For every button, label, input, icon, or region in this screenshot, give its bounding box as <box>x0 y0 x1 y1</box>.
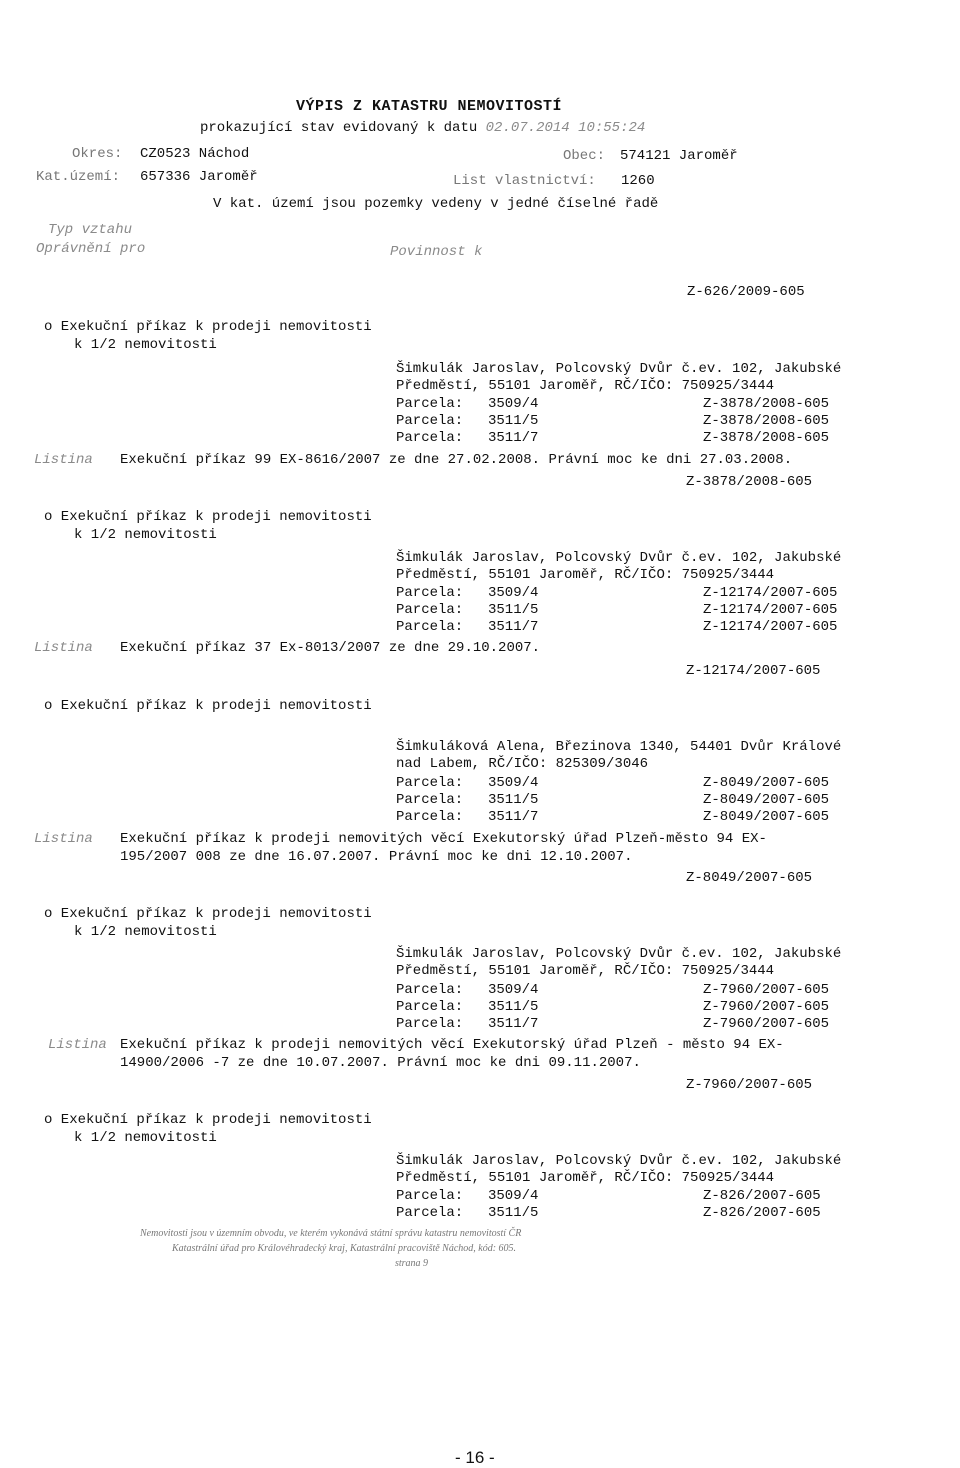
listina-text: Exekuční příkaz 99 EX-8616/2007 ze dne 27.02.2008. Právní moc ke dni 27.03.2008. <box>120 452 793 468</box>
parcel-reference: Z-826/2007-605 <box>703 1188 821 1204</box>
parcel-reference: Z-3878/2008-605 <box>703 413 830 429</box>
parcel-number: 3509/4 <box>488 775 539 791</box>
parcel-reference: Z-12174/2007-605 <box>703 585 838 601</box>
owner-line-2: Předměstí, 55101 Jaroměř, RČ/IČO: 750925/3444 <box>396 963 775 979</box>
owner-line-1: Šimkulák Jaroslav, Polcovský Dvůr č.ev. 102, Jakubské <box>396 946 842 962</box>
parcel-number: 3511/5 <box>488 602 539 618</box>
parcel-label: Parcela: <box>396 602 464 618</box>
owner-line-1: Šimkulák Jaroslav, Polcovský Dvůr č.ev. 102, Jakubské <box>396 1153 842 1169</box>
owner-line-1: Šimkuláková Alena, Březinova 1340, 54401 Dvůr Králové <box>396 739 842 755</box>
entry-share: k 1/2 nemovitosti <box>74 527 217 543</box>
page-number: - 16 - <box>455 1448 495 1467</box>
katuzemi-value: 657336 Jaroměř <box>140 169 258 185</box>
parcel-number: 3509/4 <box>488 1188 539 1204</box>
parcel-label: Parcela: <box>396 982 464 998</box>
povinnost-k: Povinnost k <box>390 244 483 260</box>
owner-line-2: Předměstí, 55101 Jaroměř, RČ/IČO: 750925/3444 <box>396 567 775 583</box>
footer-page: strana 9 <box>395 1258 429 1269</box>
parcel-reference: Z-8049/2007-605 <box>703 775 830 791</box>
parcel-number: 3509/4 <box>488 585 539 601</box>
okres-value: CZ0523 Náchod <box>140 146 250 162</box>
parcel-reference: Z-826/2007-605 <box>703 1205 821 1221</box>
parcel-number: 3511/5 <box>488 413 539 429</box>
listina-text: Exekuční příkaz k prodeji nemovitých věcí Exekutorský úřad Plzeň-město 94 EX- <box>120 831 767 847</box>
footer-line-1: Nemovitosti jsou v územním obvodu, ve kterém vykonává státní správu katastru nemovitostí ČR <box>140 1228 522 1239</box>
parcel-label: Parcela: <box>396 585 464 601</box>
entry-reference: Z-12174/2007-605 <box>686 663 821 679</box>
entry-title: o Exekuční příkaz k prodeji nemovitosti <box>44 698 372 714</box>
parcel-number: 3511/7 <box>488 1016 539 1032</box>
entry-share: k 1/2 nemovitosti <box>74 1130 217 1146</box>
parcel-number: 3511/7 <box>488 430 539 446</box>
parcel-label: Parcela: <box>396 809 464 825</box>
extract-date: 02.07.2014 10:55:24 <box>485 120 646 136</box>
opravneni-pro: Oprávnění pro <box>36 241 146 257</box>
parcel-label: Parcela: <box>396 775 464 791</box>
listina-text: Exekuční příkaz k prodeji nemovitých věcí Exekutorský úřad Plzeň - město 94 EX- <box>120 1037 784 1053</box>
owner-line-1: Šimkulák Jaroslav, Polcovský Dvůr č.ev. 102, Jakubské <box>396 361 842 377</box>
listina-label: Listina <box>48 1037 107 1053</box>
parcel-number: 3509/4 <box>488 982 539 998</box>
katuzemi-label: Kat.území: <box>36 169 121 185</box>
subtitle-text: prokazující stav evidovaný k datu <box>200 120 478 136</box>
parcel-reference: Z-8049/2007-605 <box>703 809 830 825</box>
top-reference: Z-626/2009-605 <box>687 284 805 300</box>
typ-vztahu: Typ vztahu <box>48 222 133 238</box>
entry-reference: Z-8049/2007-605 <box>686 870 813 886</box>
page-title: VÝPIS Z KATASTRU NEMOVITOSTÍ <box>296 98 563 115</box>
footer-line-2: Katastrální úřad pro Královéhradecký kraj, Katastrální pracoviště Náchod, kód: 605. <box>172 1243 517 1254</box>
entry-share: k 1/2 nemovitosti <box>74 924 217 940</box>
obec-value: 574121 Jaroměř <box>620 148 738 164</box>
parcel-label: Parcela: <box>396 430 464 446</box>
parcel-reference: Z-12174/2007-605 <box>703 619 838 635</box>
parcel-reference: Z-3878/2008-605 <box>703 430 830 446</box>
obec-label: Obec: <box>563 148 606 164</box>
owner-line-2: Předměstí, 55101 Jaroměř, RČ/IČO: 750925/3444 <box>396 378 775 394</box>
listina-label: Listina <box>34 831 93 847</box>
parcel-number: 3511/5 <box>488 999 539 1015</box>
lv-label: List vlastnictví: <box>453 173 596 189</box>
owner-line-2: Předměstí, 55101 Jaroměř, RČ/IČO: 750925/3444 <box>396 1170 775 1186</box>
parcel-reference: Z-7960/2007-605 <box>703 999 830 1015</box>
owner-line-1: Šimkulák Jaroslav, Polcovský Dvůr č.ev. 102, Jakubské <box>396 550 842 566</box>
parcel-reference: Z-12174/2007-605 <box>703 602 838 618</box>
header-subtitle <box>200 120 645 136</box>
parcel-reference: Z-8049/2007-605 <box>703 792 830 808</box>
parcel-number: 3509/4 <box>488 396 539 412</box>
entry-reference: Z-3878/2008-605 <box>686 474 813 490</box>
parcel-label: Parcela: <box>396 619 464 635</box>
parcel-number: 3511/5 <box>488 1205 539 1221</box>
owner-line-2: nad Labem, RČ/IČO: 825309/3046 <box>396 756 649 772</box>
parcel-label: Parcela: <box>396 1205 464 1221</box>
listina-text: Exekuční příkaz 37 Ex-8013/2007 ze dne 29.10.2007. <box>120 640 541 656</box>
entry-title: o Exekuční příkaz k prodeji nemovitosti <box>44 319 372 335</box>
entry-share: k 1/2 nemovitosti <box>74 337 217 353</box>
header-note: V kat. území jsou pozemky vedeny v jedné číselné řadě <box>213 196 659 212</box>
parcel-number: 3511/7 <box>488 619 539 635</box>
parcel-label: Parcela: <box>396 396 464 412</box>
okres-label: Okres: <box>72 146 123 162</box>
parcel-number: 3511/5 <box>488 792 539 808</box>
listina-label: Listina <box>34 640 93 656</box>
parcel-label: Parcela: <box>396 1016 464 1032</box>
parcel-reference: Z-7960/2007-605 <box>703 982 830 998</box>
entry-title: o Exekuční příkaz k prodeji nemovitosti <box>44 509 372 525</box>
parcel-label: Parcela: <box>396 1188 464 1204</box>
listina-text-continued: 14900/2006 -7 ze dne 10.07.2007. Právní moc ke dni 09.11.2007. <box>120 1055 641 1071</box>
parcel-label: Parcela: <box>396 413 464 429</box>
entry-title: o Exekuční příkaz k prodeji nemovitosti <box>44 1112 372 1128</box>
parcel-number: 3511/7 <box>488 809 539 825</box>
parcel-label: Parcela: <box>396 999 464 1015</box>
lv-value: 1260 <box>621 173 655 189</box>
listina-text-continued: 195/2007 008 ze dne 16.07.2007. Právní moc ke dni 12.10.2007. <box>120 849 633 865</box>
parcel-reference: Z-3878/2008-605 <box>703 396 830 412</box>
parcel-label: Parcela: <box>396 792 464 808</box>
entry-title: o Exekuční příkaz k prodeji nemovitosti <box>44 906 372 922</box>
entry-reference: Z-7960/2007-605 <box>686 1077 813 1093</box>
listina-label: Listina <box>34 452 93 468</box>
parcel-reference: Z-7960/2007-605 <box>703 1016 830 1032</box>
